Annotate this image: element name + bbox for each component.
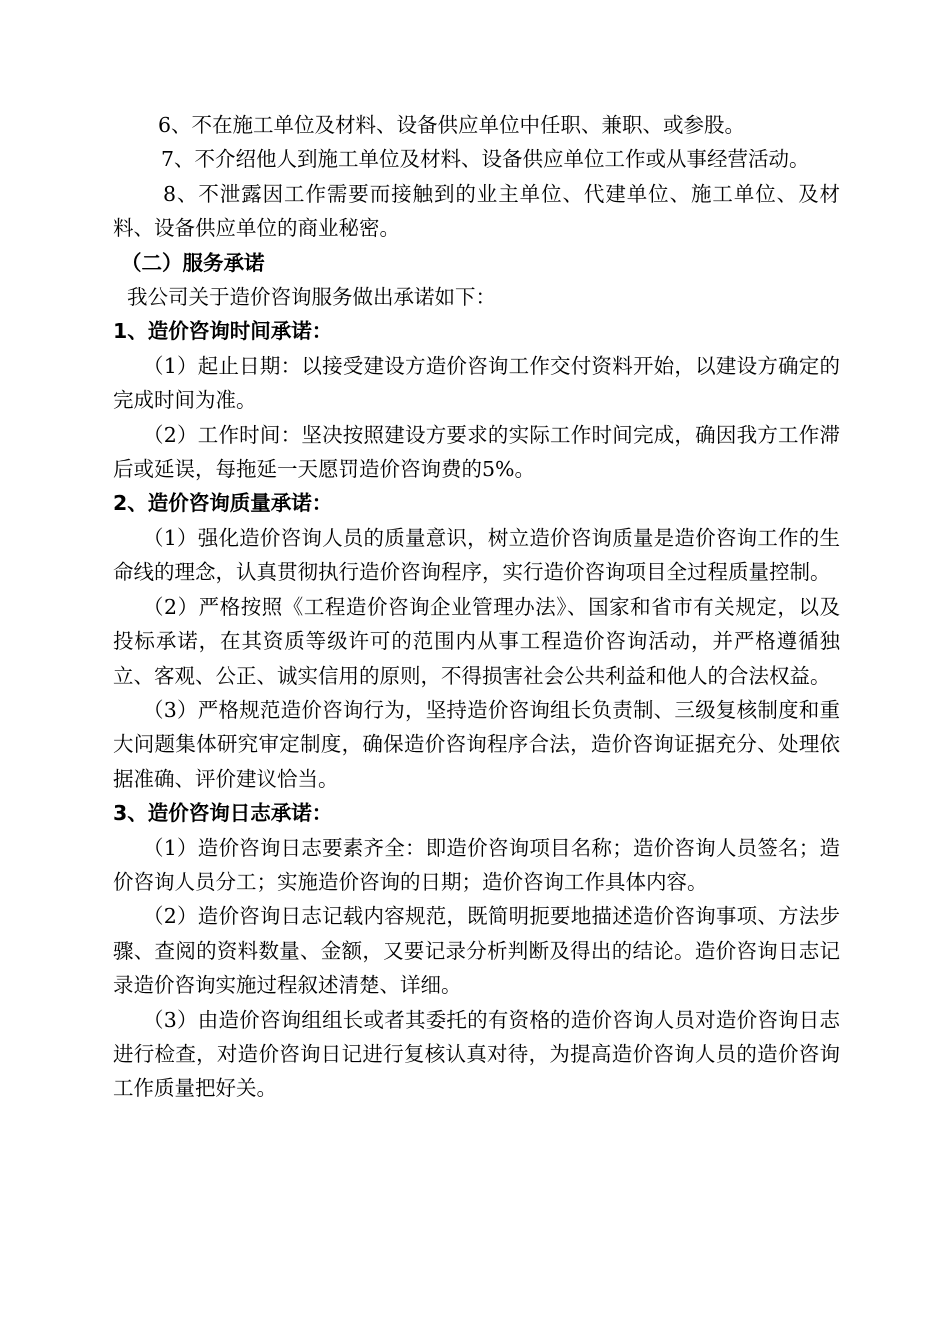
paragraph-item-8: 8、不泄露因工作需要而接触到的业主单位、代建单位、施工单位、及材料、设备供应单位的商业秘密。 (113, 181, 840, 241)
paragraph-log-3: （3）由造价咨询组组长或者其委托的有资格的造价咨询人员对造价咨询日志进行检查，对造价咨询日记进行复核认真对待，为提高造价咨询人员的造价咨询工作质量把好关。 (113, 1007, 840, 1101)
subheading-time-commitment: 1、造价咨询时间承诺： (113, 319, 333, 344)
paragraph-item-6: 6、不在施工单位及材料、设备供应单位中任职、兼职、或参股。 (158, 113, 746, 137)
paragraph-time-1: （1）起止日期：以接受建设方造价咨询工作交付资料开始，以建设方确定的完成时间为准。 (113, 353, 840, 413)
paragraph-intro: 我公司关于造价咨询服务做出承诺如下： (127, 285, 496, 310)
paragraph-quality-1: （1）强化造价咨询人员的质量意识，树立造价咨询质量是造价咨询工作的生命线的理念，认真贯彻执行造价咨询程序，实行造价咨询项目全过程质量控制。 (113, 525, 840, 585)
paragraph-quality-3: （3）严格规范造价咨询行为，坚持造价咨询组长负责制、三级复核制度和重大问题集体研究审定制度，确保造价咨询程序合法，造价咨询证据充分、处理依据准确、评价建议恰当。 (113, 697, 840, 791)
document-body (113, 108, 840, 1106)
paragraph-log-2: （2）造价咨询日志记载内容规范，既简明扼要地描述造价咨询事项、方法步骤、查阅的资料数量、金额，又要记录分析判断及得出的结论。造价咨询日志记录造价咨询实施过程叙述清楚、详细。 (113, 904, 840, 998)
subheading-log-commitment: 3、造价咨询日志承诺： (113, 801, 333, 826)
subheading-quality-commitment: 2、造价咨询质量承诺： (113, 491, 333, 516)
paragraph-item-7: 7、不介绍他人到施工单位及材料、设备供应单位工作或从事经营活动。 (161, 147, 810, 172)
section-heading-service-commitment: （二）服务承诺 (121, 250, 265, 275)
paragraph-log-1: （1）造价咨询日志要素齐全：即造价咨询项目名称；造价咨询人员签名；造价咨询人员分工；实施造价咨询的日期；造价咨询工作具体内容。 (113, 835, 840, 894)
paragraph-quality-2: （2）严格按照《工程造价咨询企业管理办法》、国家和省市有关规定，以及投标承诺，在其资质等级许可的范围内从事工程造价咨询活动，并严格遵循独立、客观、公正、诚实信用的原则，不得损害社会公共利益和他人的合法权益。 (113, 594, 840, 688)
paragraph-time-2: （2）工作时间：坚决按照建设方要求的实际工作时间完成，确因我方工作滞后或延误，每拖延一天愿罚造价咨询费的5%。 (113, 422, 840, 482)
